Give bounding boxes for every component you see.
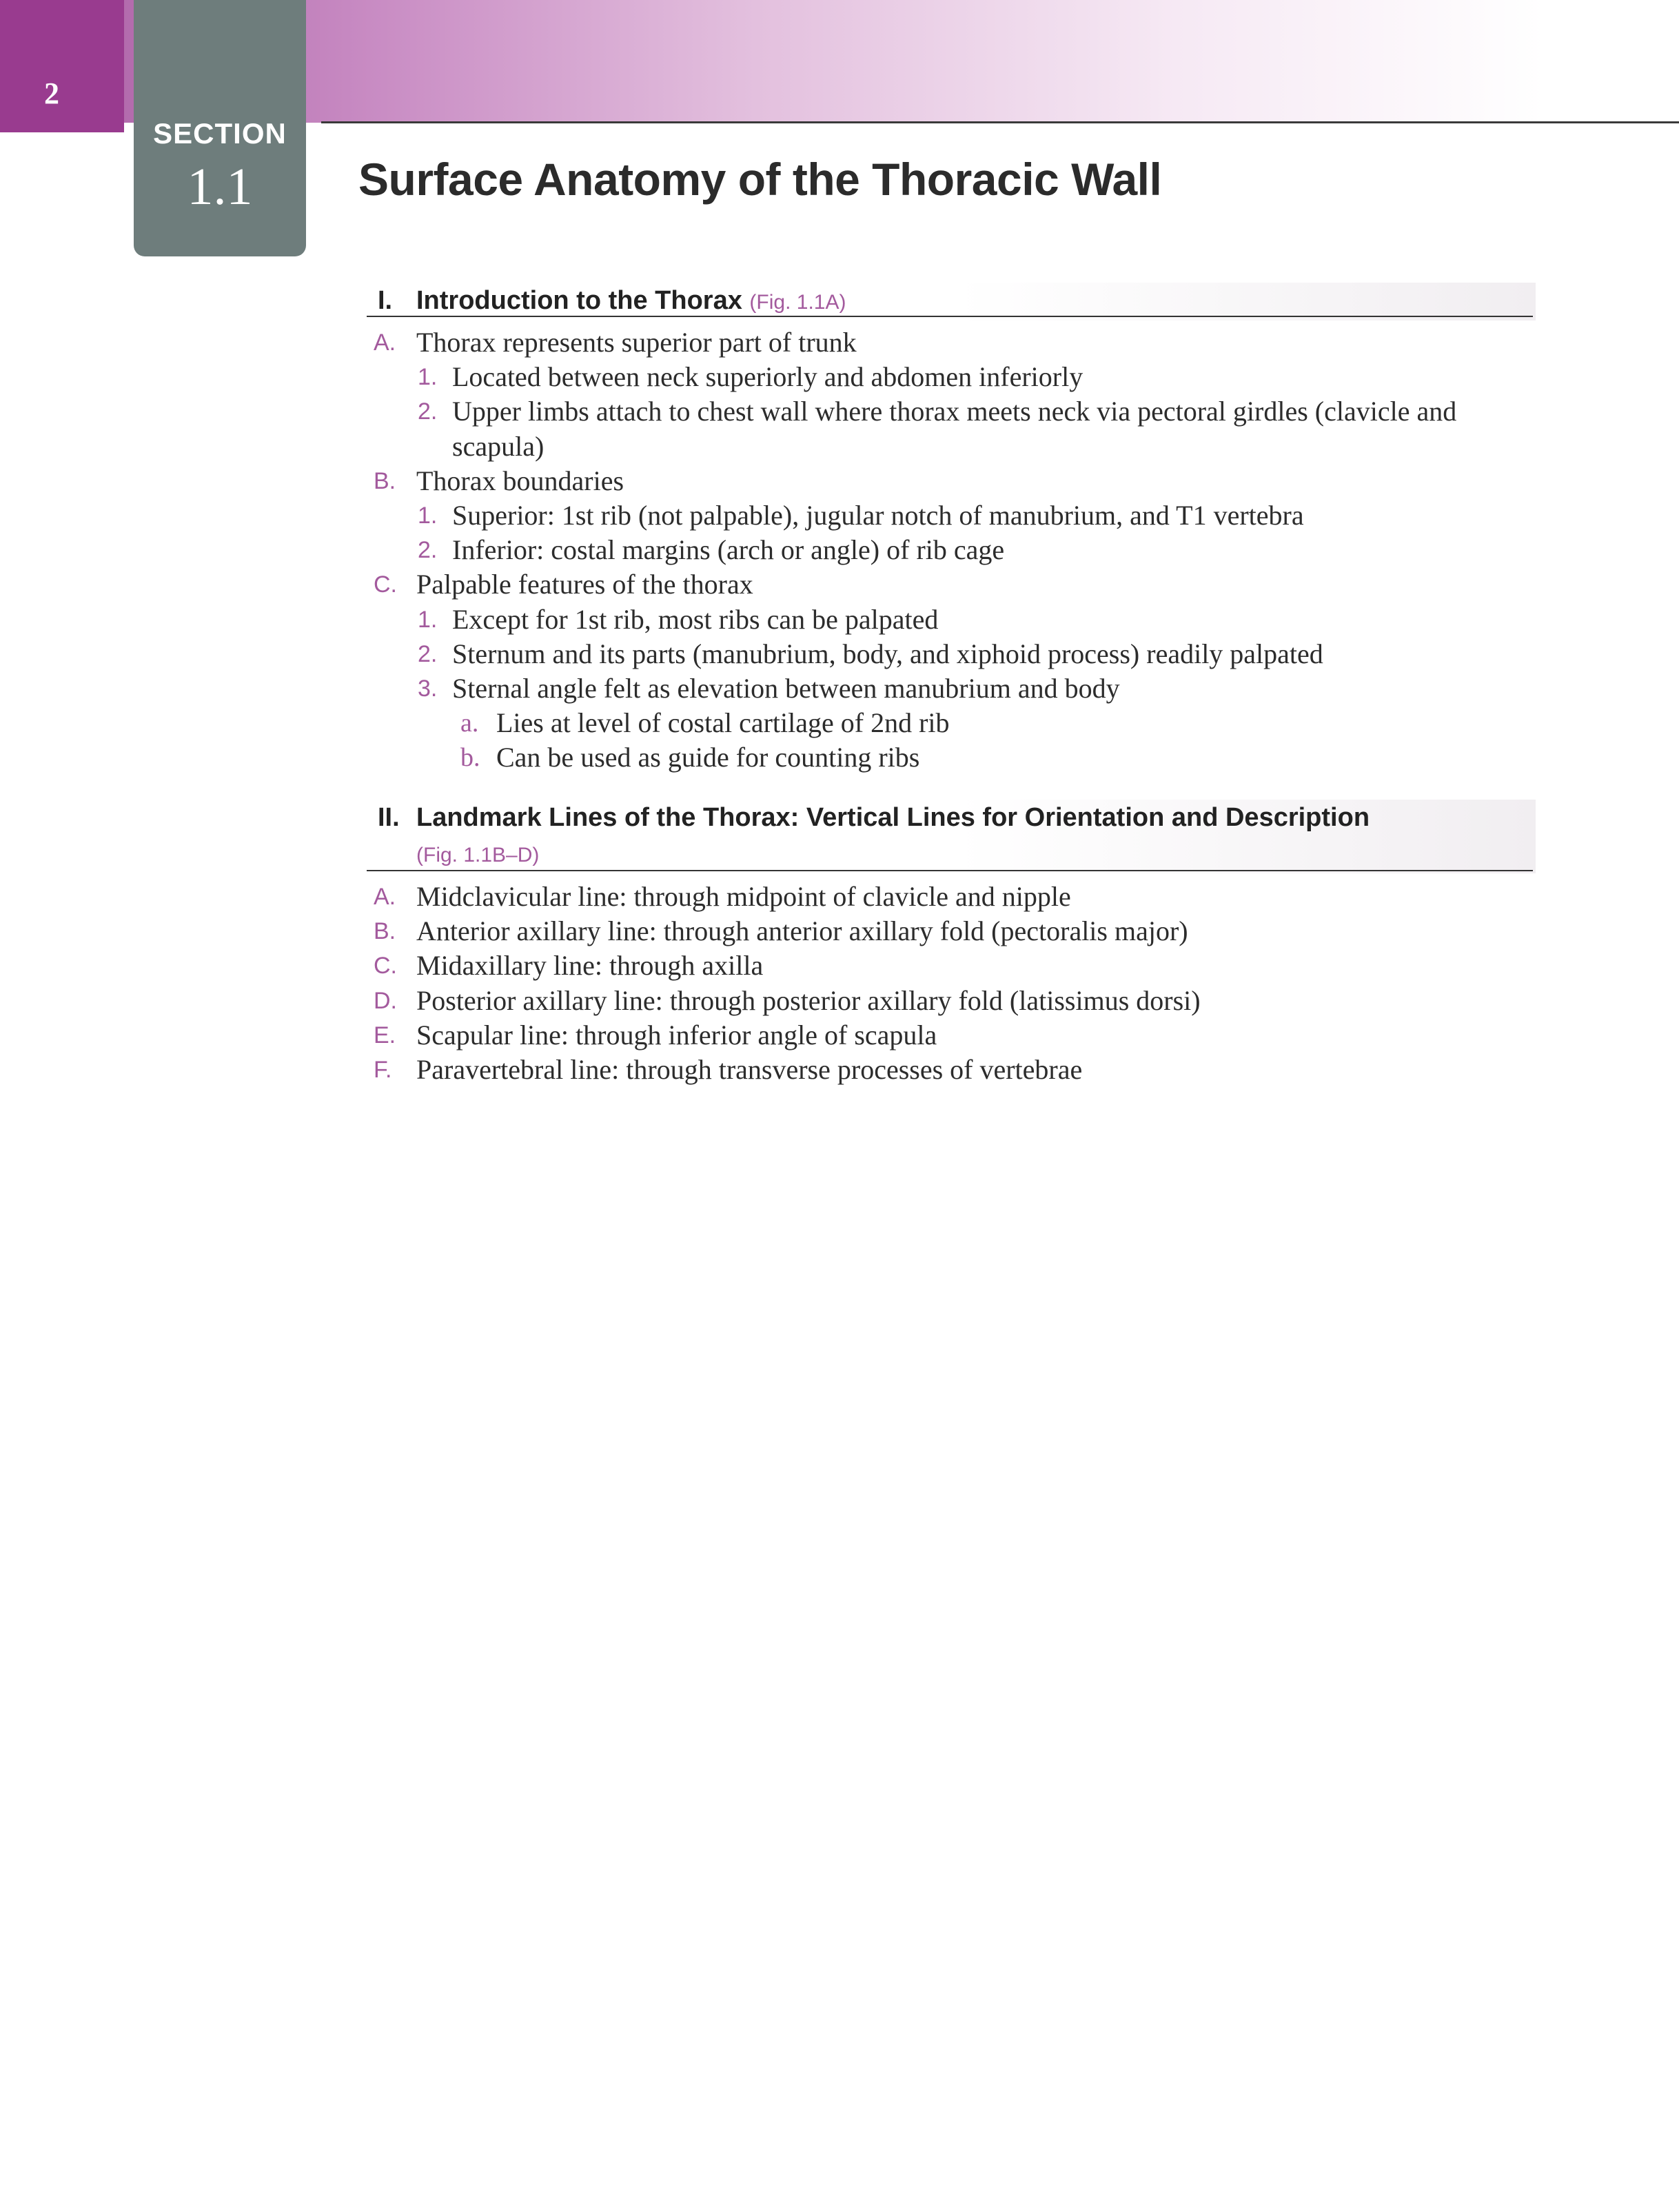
- list-item: [358, 880, 1544, 914]
- list-marker: 2.: [418, 537, 438, 564]
- page-title: Surface Anatomy of the Thoracic Wall: [358, 154, 1162, 205]
- section-rule: [367, 316, 1533, 317]
- list-marker: 1.: [418, 503, 438, 529]
- list-item-text: Inferior: costal margins (arch or angle) of rib cage: [452, 534, 1005, 566]
- list-marker: C.: [374, 953, 397, 980]
- list-marker: A.: [374, 884, 396, 910]
- list-item: [358, 740, 1544, 775]
- list-item-text: Except for 1st rib, most ribs can be palpated: [452, 603, 939, 635]
- section-heading-1: [378, 283, 1536, 321]
- list-marker: 3.: [418, 676, 438, 702]
- section-heading-2: [378, 800, 1536, 873]
- list-item-text: Sternal angle felt as elevation between manubrium and body: [452, 673, 1120, 704]
- section-rule: [367, 870, 1533, 871]
- list-item-text: Superior: 1st rib (not palpable), jugular notch of manubrium, and T1 vertebra: [452, 500, 1304, 531]
- list-item: [358, 533, 1544, 567]
- list-item-text: Thorax represents superior part of trunk: [416, 327, 857, 358]
- list-marker: b.: [460, 743, 480, 773]
- section-tab: [134, 0, 306, 256]
- page-number-tab: [0, 0, 124, 132]
- list-marker: C.: [374, 571, 397, 598]
- section-label: SECTION: [153, 117, 287, 150]
- list-item-text: Posterior axillary line: through posterior axillary fold (latissimus dorsi): [416, 984, 1201, 1016]
- list-item: [358, 360, 1544, 394]
- list-item: [358, 602, 1544, 637]
- list-item-text: Palpable features of the thorax: [416, 569, 753, 600]
- list-marker: 1.: [418, 364, 438, 391]
- list-marker: A.: [374, 329, 396, 356]
- list-item-text: Anterior axillary line: through anterior axillary fold (pectoralis major): [416, 915, 1188, 947]
- section-number: 1.1: [187, 158, 253, 216]
- list-item-text: Thorax boundaries: [416, 465, 624, 496]
- section-heading-text: Landmark Lines of the Thorax: Vertical Lines for Orientation and Description: [416, 803, 1370, 832]
- list-item: [358, 325, 1544, 360]
- list-item-text: Located between neck superiorly and abdomen inferiorly: [452, 361, 1083, 393]
- list-marker: B.: [374, 467, 396, 494]
- list-marker: F.: [374, 1057, 392, 1084]
- list-item: [358, 498, 1544, 533]
- section-numeral: I.: [378, 286, 393, 315]
- list-item: [358, 567, 1544, 602]
- list-item: [358, 706, 1544, 740]
- list-item-text: Paravertebral line: through transverse processes of vertebrae: [416, 1054, 1083, 1086]
- figure-reference: (Fig. 1.1B–D): [416, 844, 540, 866]
- list-item: [358, 394, 1544, 463]
- list-item: [358, 984, 1544, 1018]
- page-number: 2: [44, 77, 59, 110]
- list-marker: 2.: [418, 640, 438, 667]
- list-item-text: Upper limbs attach to chest wall where thorax meets neck via pectoral girdles (clavicle and scapula): [452, 396, 1457, 462]
- list-item-text: Scapular line: through inferior angle of scapula: [416, 1019, 937, 1051]
- list-item: [358, 1053, 1544, 1087]
- figure-reference: (Fig. 1.1A): [749, 291, 846, 314]
- section-2-outline: [358, 880, 1544, 1087]
- list-marker: E.: [374, 1022, 396, 1048]
- list-item: [358, 1018, 1544, 1053]
- list-marker: 1.: [418, 606, 438, 633]
- list-item: [358, 637, 1544, 671]
- section-numeral: II.: [378, 803, 400, 832]
- section-heading-text: Introduction to the Thorax: [416, 286, 742, 315]
- list-item: [358, 948, 1544, 983]
- list-item-text: Midaxillary line: through axilla: [416, 950, 764, 982]
- list-item-text: Sternum and its parts (manubrium, body, and xiphoid process) readily palpated: [452, 638, 1323, 669]
- list-item: [358, 464, 1544, 498]
- list-marker: B.: [374, 918, 396, 945]
- list-marker: D.: [374, 987, 397, 1014]
- list-item-text: Midclavicular line: through midpoint of clavicle and nipple: [416, 881, 1071, 912]
- list-item-text: Can be used as guide for counting ribs: [496, 742, 920, 773]
- list-marker: a.: [460, 709, 479, 738]
- list-item: [358, 914, 1544, 948]
- header-rule: [321, 121, 1679, 123]
- list-marker: 2.: [418, 398, 438, 425]
- section-1-outline: [358, 325, 1544, 775]
- list-item: [358, 671, 1544, 706]
- list-item-text: Lies at level of costal cartilage of 2nd rib: [496, 707, 950, 739]
